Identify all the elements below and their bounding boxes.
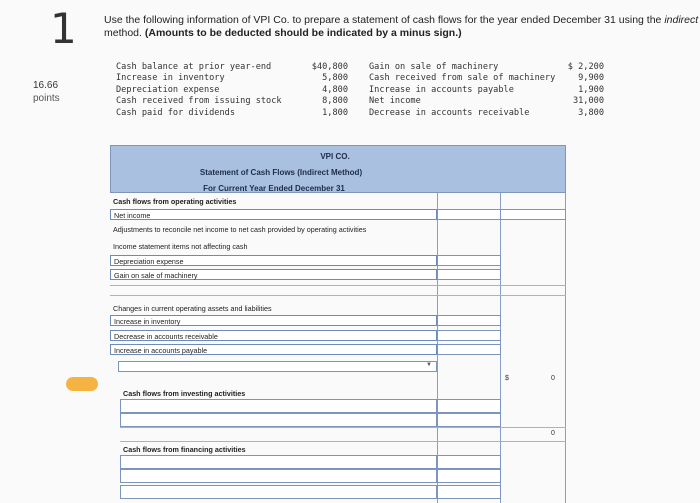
income-items-label: Income statement items not affecting cash [113, 242, 248, 251]
info-value: 1,800 [322, 107, 348, 118]
info-label: Net income [369, 96, 421, 107]
row-divider [110, 295, 566, 296]
financing-header: Cash flows from financing activities [123, 445, 246, 454]
gain-label[interactable]: Gain on sale of machinery [110, 269, 437, 280]
question-bold-note: (Amounts to be deducted should be indicated by a minus sign.) [144, 27, 462, 39]
question-text-part1: Use the following information of VPI Co. to prepare a statement of cash flows for the year ended December 31 using the [104, 14, 665, 26]
financing-line-input[interactable] [120, 469, 437, 483]
investing-line-input[interactable] [120, 399, 437, 413]
financing-amount-input[interactable] [437, 485, 501, 499]
question-text [104, 14, 700, 40]
info-left-values [306, 62, 348, 119]
info-label: Cash paid for dividends [116, 107, 235, 118]
depreciation-amount-input[interactable] [437, 255, 501, 266]
investing-line-input[interactable] [120, 413, 437, 427]
info-value: 4,800 [322, 84, 348, 95]
question-text-part2: method. [104, 27, 145, 39]
cash-flow-worksheet [110, 145, 566, 503]
financing-line-input[interactable] [120, 485, 437, 499]
chevron-down-icon[interactable]: ▼ [426, 362, 432, 368]
dec-receivable-label[interactable]: Decrease in accounts receivable [110, 330, 437, 341]
question-number: 1 [50, 4, 77, 53]
info-label: Decrease in accounts receivable [369, 107, 530, 118]
info-label: Depreciation expense [116, 84, 220, 95]
dollar-sign: $ [505, 375, 509, 382]
info-value: 31,000 [572, 96, 604, 107]
adjustments-label: Adjustments to reconcile net income to net cash provided by operating activities [113, 225, 367, 234]
depreciation-label[interactable]: Depreciation expense [110, 255, 437, 266]
points-info [33, 79, 60, 105]
operating-header: Cash flows from operating activities [113, 197, 237, 206]
question-indicator-pill [66, 377, 98, 391]
operating-total-select[interactable] [118, 361, 437, 372]
info-value: 5,800 [322, 73, 348, 84]
row-divider [120, 441, 566, 442]
info-right-labels [369, 62, 555, 119]
net-income-label[interactable]: Net income [110, 209, 437, 220]
financing-amount-input[interactable] [437, 455, 501, 469]
info-label: Increase in inventory [116, 73, 225, 84]
info-label: Cash balance at prior year-end [116, 62, 272, 72]
info-value: $ 2,200 [567, 62, 604, 72]
info-left-labels [116, 62, 282, 119]
inc-inventory-amount-input[interactable] [437, 315, 501, 326]
statement-title: Statement of Cash Flows (Indirect Method) [199, 168, 363, 177]
investing-header: Cash flows from investing activities [123, 389, 246, 398]
info-value: 1,900 [578, 84, 604, 95]
investing-amount-input[interactable] [437, 413, 501, 427]
statement-header [110, 145, 566, 193]
info-label: Increase in accounts payable [369, 84, 514, 95]
row-divider [120, 427, 566, 428]
investing-amount-input[interactable] [437, 399, 501, 413]
info-value: 8,800 [322, 96, 348, 107]
column-divider [565, 193, 566, 503]
info-label: Gain on sale of machinery [369, 62, 499, 72]
company-name: VPI CO. [320, 152, 350, 161]
inc-payable-amount-input[interactable] [437, 344, 501, 355]
dec-receivable-amount-input[interactable] [437, 330, 501, 341]
gain-amount-input[interactable] [437, 269, 501, 280]
info-value: 9,900 [578, 73, 604, 84]
inc-inventory-label[interactable]: Increase in inventory [110, 315, 437, 326]
points-value: 16.66 [33, 80, 59, 91]
info-label: Cash received from sale of machinery [369, 73, 556, 84]
info-label: Cash received from issuing stock [116, 96, 282, 107]
row-divider [110, 285, 566, 286]
info-right-values [556, 62, 604, 119]
question-text-italic: indirect [664, 14, 699, 26]
net-income-total-input[interactable] [500, 209, 566, 220]
financing-amount-input[interactable] [437, 469, 501, 483]
statement-period: For Current Year Ended December 31 [203, 184, 345, 193]
net-income-amount-input[interactable] [437, 209, 501, 220]
changes-label: Changes in current operating assets and liabilities [113, 304, 272, 313]
operating-total-value: 0 [551, 375, 555, 382]
investing-total-value: 0 [551, 430, 555, 437]
info-value: 3,800 [578, 107, 604, 118]
points-label: points [33, 93, 60, 104]
info-value: $40,800 [311, 62, 348, 72]
inc-payable-label[interactable]: Increase in accounts payable [110, 344, 437, 355]
financing-line-input[interactable] [120, 455, 437, 469]
